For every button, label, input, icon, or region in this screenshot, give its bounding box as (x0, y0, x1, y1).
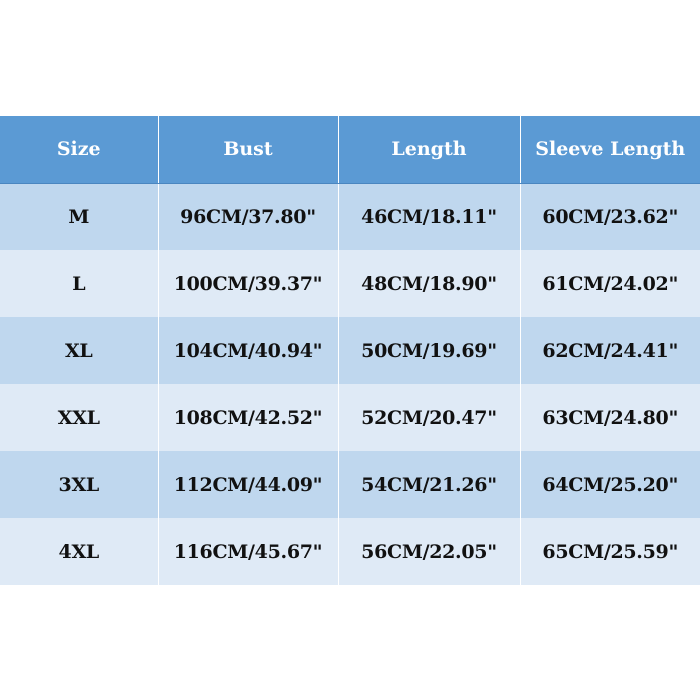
header-length: Length (338, 116, 520, 183)
sleeve-length-cell: 64CM/25.20" (520, 451, 700, 518)
bust-cell: 104CM/40.94" (158, 317, 338, 384)
length-cell: 54CM/21.26" (338, 451, 520, 518)
size-cell: XXL (0, 384, 158, 451)
bust-cell: 112CM/44.09" (158, 451, 338, 518)
bust-cell: 100CM/39.37" (158, 250, 338, 317)
size-cell: M (0, 183, 158, 250)
sleeve-length-cell: 65CM/25.59" (520, 518, 700, 585)
size-chart-table (0, 116, 700, 585)
bust-cell: 116CM/45.67" (158, 518, 338, 585)
header-sleeve-length: Sleeve Length (520, 116, 700, 183)
size-cell: 3XL (0, 451, 158, 518)
header-row (0, 116, 700, 183)
table-body (0, 183, 700, 585)
length-cell: 48CM/18.90" (338, 250, 520, 317)
table-header (0, 116, 700, 183)
table-row (0, 183, 700, 250)
header-bust: Bust (158, 116, 338, 183)
header-size: Size (0, 116, 158, 183)
sleeve-length-cell: 63CM/24.80" (520, 384, 700, 451)
length-cell: 46CM/18.11" (338, 183, 520, 250)
table-row (0, 451, 700, 518)
table-row (0, 317, 700, 384)
length-cell: 56CM/22.05" (338, 518, 520, 585)
length-cell: 52CM/20.47" (338, 384, 520, 451)
bust-cell: 108CM/42.52" (158, 384, 338, 451)
length-cell: 50CM/19.69" (338, 317, 520, 384)
bust-cell: 96CM/37.80" (158, 183, 338, 250)
size-cell: L (0, 250, 158, 317)
sleeve-length-cell: 60CM/23.62" (520, 183, 700, 250)
size-cell: XL (0, 317, 158, 384)
sleeve-length-cell: 61CM/24.02" (520, 250, 700, 317)
table-row (0, 250, 700, 317)
sleeve-length-cell: 62CM/24.41" (520, 317, 700, 384)
table-row (0, 384, 700, 451)
table-row (0, 518, 700, 585)
size-cell: 4XL (0, 518, 158, 585)
